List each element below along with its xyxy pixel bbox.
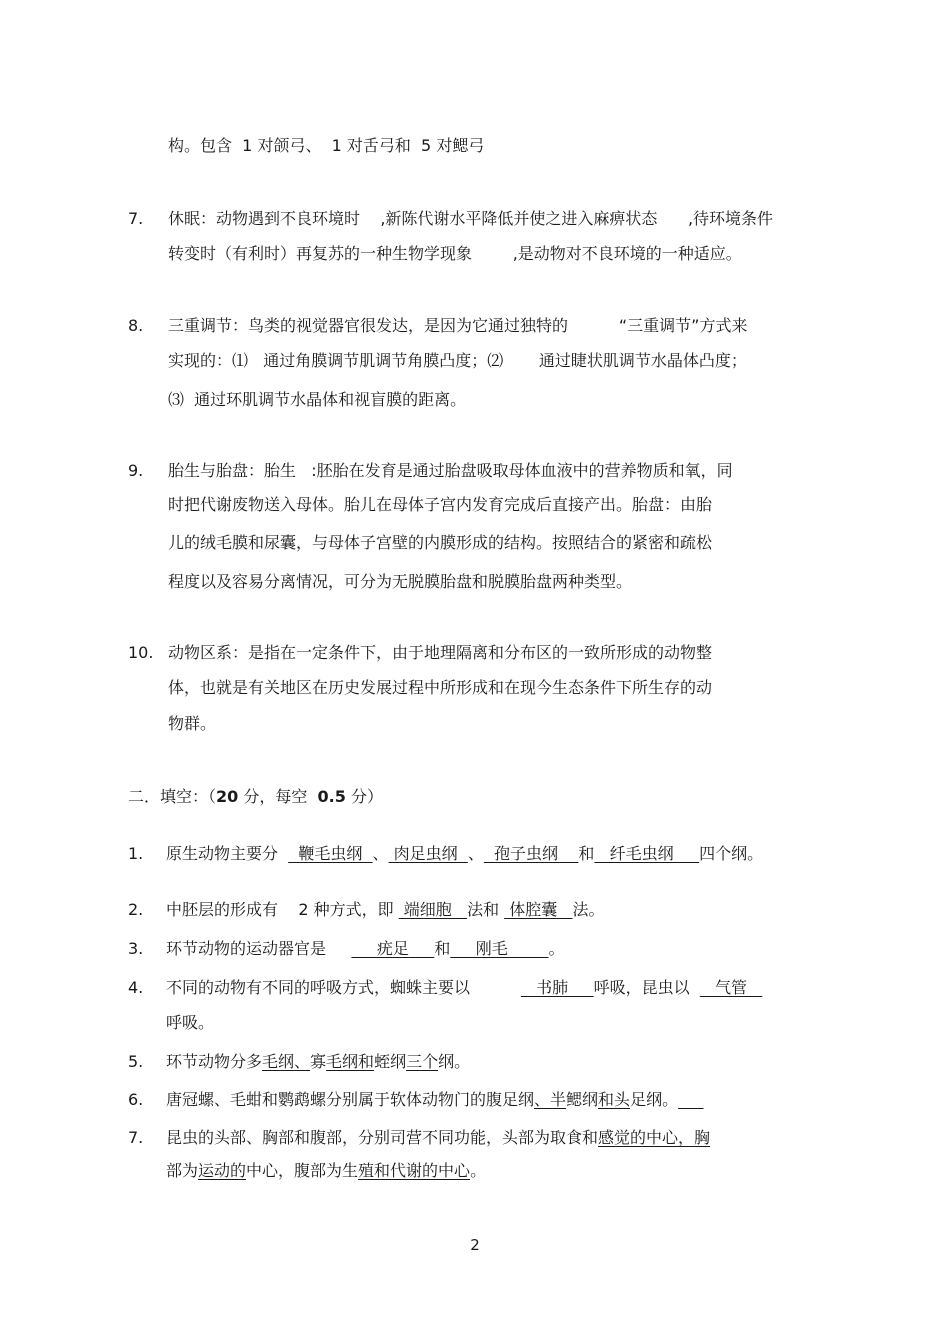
separator: 、 <box>467 844 484 863</box>
question-number: 4. <box>128 978 144 997</box>
definition-line: 物群。 <box>168 714 217 733</box>
item-number: 9. <box>128 461 144 480</box>
section-heading-suffix: 分） <box>345 787 383 806</box>
item-number: 8. <box>128 316 144 335</box>
section-heading-prefix: 二．填空：（ <box>128 787 217 806</box>
answer-blank: 刚毛 <box>450 939 549 958</box>
definition-line: 程度以及容易分离情况，可分为无脱膜胎盘和脱膜胎盘两种类型。 <box>168 572 633 591</box>
answer-blank: 肉足虫纲 <box>388 844 468 863</box>
question-text: 蛭纲 <box>374 1052 407 1071</box>
question-tail: 纲。 <box>438 1052 471 1071</box>
question-line <box>166 844 763 864</box>
question-text: 中心，腹部为生 <box>246 1161 359 1180</box>
answer-blank: 体腔囊 <box>504 900 573 919</box>
question-line <box>166 939 564 959</box>
question-line <box>166 978 762 998</box>
question-text: 足纲。 <box>630 1090 679 1109</box>
definition-tail-gill-arches: 构。包含 1 对颌弓、 1 对舌弓和 5 对鳃弓 <box>168 136 485 155</box>
question-line-continued: 呼吸。 <box>166 1013 215 1032</box>
item-number: 10. <box>128 643 154 662</box>
question-tail: 。 <box>470 1161 487 1180</box>
question-number: 3. <box>128 939 144 958</box>
answer-blank: 毛纲、 <box>262 1052 311 1071</box>
question-number: 2. <box>128 900 144 919</box>
question-line <box>166 1052 470 1072</box>
answer-blank: 、半 <box>534 1090 567 1109</box>
item-number: 7. <box>128 209 144 228</box>
question-text: 不同的动物有不同的呼吸方式，蜘蛛主要以 <box>166 978 521 997</box>
definition-line: 休眠：动物遇到不良环境时 ,新陈代谢水平降低并使之进入麻痹状态 ,待环境条件 <box>168 209 774 228</box>
definition-line: 转变时（有利时）再复苏的一种生物学现象 ,是动物对不良环境的一种适应。 <box>168 244 742 263</box>
answer-blank: 疣足 <box>351 939 435 958</box>
question-line <box>166 900 605 920</box>
question-line-continued <box>166 1161 486 1181</box>
question-text: 环节动物的运动器官是 <box>166 939 352 958</box>
question-tail: 四个纲。 <box>699 844 764 863</box>
definition-line: 动物区系：是指在一定条件下，由于地理隔离和分布区的一致所形成的动物整 <box>168 643 713 662</box>
question-text: 中胚层的形成有 2 种方式，即 <box>166 900 399 919</box>
definition-line: 三重调节：鸟类的视觉器官很发达，是因为它通过独特的 “三重调节”方式来 <box>168 316 748 335</box>
section-points-each: 0.5 <box>317 787 346 806</box>
definition-line: 体，也就是有关地区在历史发展过程中所形成和在现今生态条件下所生存的动 <box>168 678 713 697</box>
answer-blank: 毛纲和 <box>326 1052 375 1071</box>
definition-line: 实现的：⑴ 通过角膜调节肌调节角膜凸度；⑵ 通过睫状肌调节水晶体凸度； <box>168 351 747 370</box>
question-text-mid: 法和 <box>467 900 505 919</box>
answer-blank: 端细胞 <box>398 900 468 919</box>
question-text: 环节动物分多 <box>166 1052 263 1071</box>
answer-blank: 气管 <box>699 978 763 997</box>
question-number: 7. <box>128 1128 144 1147</box>
conjunction: 和 <box>434 939 451 958</box>
section-heading <box>128 787 383 807</box>
question-line <box>166 1128 710 1148</box>
question-text: 唐冠螺、毛蚶和鹦鹉螺分别属于软体动物门的腹足纲 <box>166 1090 535 1109</box>
question-text: 寡 <box>310 1052 327 1071</box>
question-number: 5. <box>128 1052 144 1071</box>
answer-blank: 运动的 <box>198 1161 247 1180</box>
answer-blank: 纤毛虫纲 <box>594 844 700 863</box>
section-score: 20 <box>216 787 239 806</box>
definition-line: ⑶ 通过环肌调节水晶体和视盲膜的距离。 <box>168 390 467 409</box>
question-text-mid: 呼吸，昆虫以 <box>593 978 700 997</box>
definition-line: 时把代谢废物送入母体。胎儿在母体子宫内发育完成后直接产出。胎盘：由胎 <box>168 495 713 514</box>
definition-line: 胎生与胎盘：胎生 :胚胎在发育是通过胎盘吸取母体血液中的营养物质和氧，同 <box>168 461 733 480</box>
question-text: 鳃纲 <box>566 1090 599 1109</box>
answer-blank: 感觉的中心，胸 <box>598 1128 711 1147</box>
question-text: 部为 <box>166 1161 199 1180</box>
answer-blank: 三个 <box>406 1052 439 1071</box>
question-tail: 。 <box>548 939 565 958</box>
question-tail: 法。 <box>572 900 605 919</box>
answer-blank: 孢子虫纲 <box>483 844 579 863</box>
page-number: 2 <box>470 1236 480 1254</box>
answer-blank: 鞭毛虫纲 <box>288 844 373 863</box>
section-heading-mid: 分，每空 <box>238 787 318 806</box>
question-text: 昆虫的头部、胸部和腹部，分别司营不同功能，头部为取食和 <box>166 1128 599 1147</box>
question-number: 6. <box>128 1090 144 1109</box>
answer-blank <box>678 1090 703 1109</box>
answer-blank: 和头 <box>598 1090 631 1109</box>
answer-blank: 书肺 <box>520 978 594 997</box>
separator: 、 <box>372 844 389 863</box>
question-number: 1. <box>128 844 144 863</box>
conjunction: 和 <box>578 844 595 863</box>
question-line <box>166 1090 704 1110</box>
answer-blank: 殖和代谢的中心 <box>358 1161 471 1180</box>
definition-line: 儿的绒毛膜和尿囊，与母体子宫壁的内膜形成的结构。按照结合的紧密和疏松 <box>168 533 713 552</box>
question-text: 原生动物主要分 <box>166 844 279 863</box>
